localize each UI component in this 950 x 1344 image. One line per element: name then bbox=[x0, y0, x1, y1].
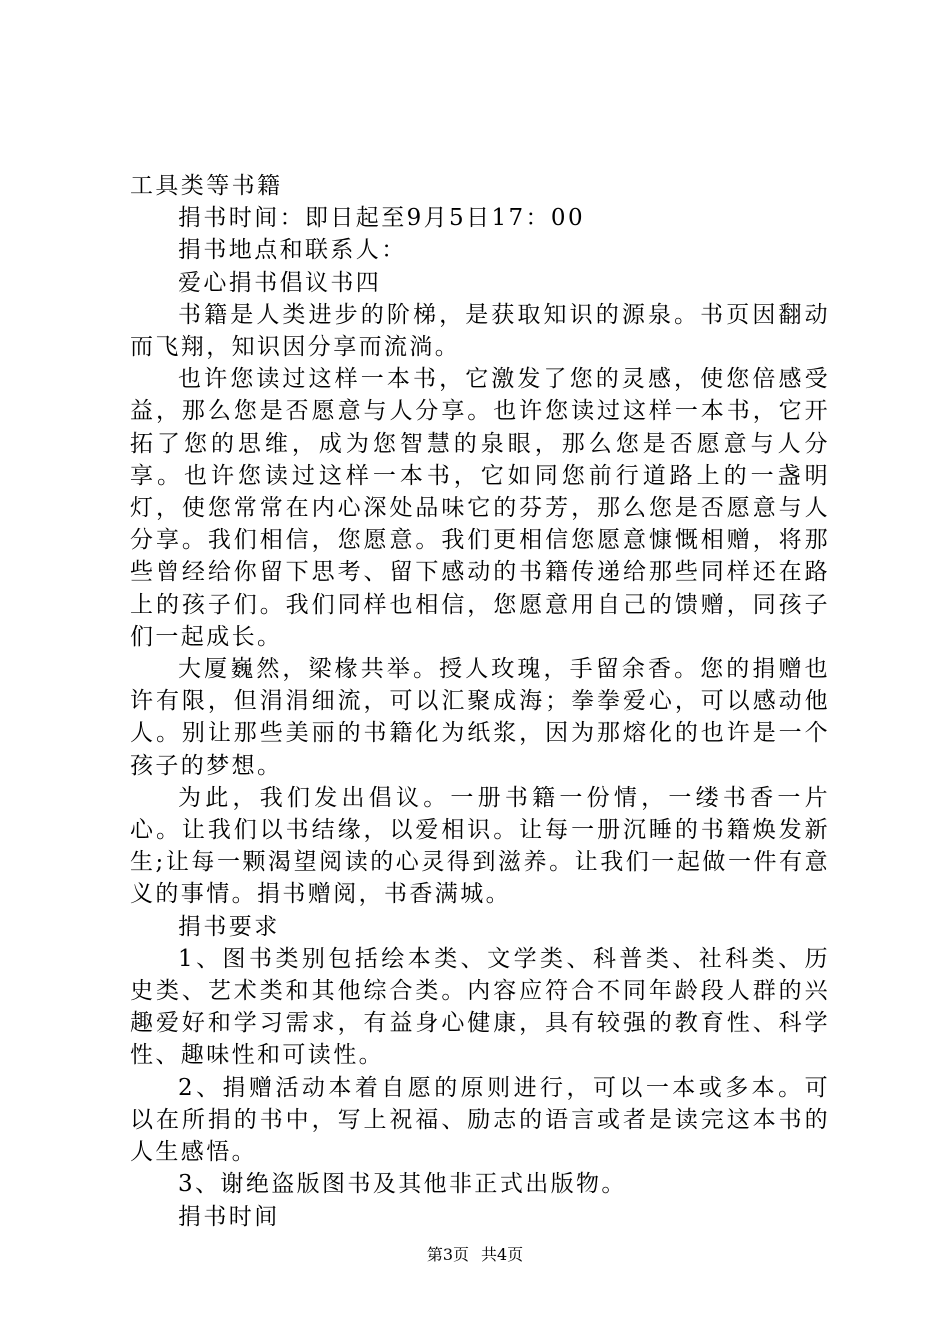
paragraph-8: 捐书要求 bbox=[178, 913, 280, 940]
paragraph-3: 爱心捐书倡议书四 bbox=[178, 269, 382, 296]
paragraph-6: 大厦巍然，梁椽共举。授人玫瑰，手留余香。您的捐赠也许有限，但涓涓细流，可以汇聚成海；拳拳爱心，可以感动他人。别让那些美丽的书籍化为纸浆，因为那熔化的也许是一个孩子的梦想。 bbox=[130, 656, 830, 779]
paragraph-2: 捐书地点和联系人： bbox=[178, 237, 407, 264]
paragraph-7: 为此，我们发出倡议。一册书籍一份情，一缕书香一片心。让我们以书结缘，以爱相识。让每一册沉睡的书籍焕发新生;让每一颗渴望阅读的心灵得到滋养。让我们一起做一件有意义的事情。捐书赠阅，书香满城。 bbox=[130, 784, 830, 908]
page-footer bbox=[0, 1245, 950, 1265]
paragraph-5: 也许您读过这样一本书，它激发了您的灵感，使您倍感受益，那么您是否愿意与人分享。也许您读过这样一本书，它开拓了您的思维，成为您智慧的泉眼，那么您是否愿意与人分享。也许您读过这样一本书，它如同您前行道路上的一盏明灯，使您常常在内心深处品味它的芬芳，那么您是否愿意与人分享。我们相信，您愿意。我们更相信您愿意慷慨相赠，将那些曾经给你留下思考、留下感动的书籍传递给那些同样还在路上的孩子们。我们同样也相信，您愿意用自己的馈赠，同孩子们一起成长。 bbox=[130, 366, 830, 650]
paragraph-10: 2、捐赠活动本着自愿的原则进行，可以一本或多本。可以在所捐的书中，写上祝福、励志的语言或者是读完这本书的人生感悟。 bbox=[130, 1074, 830, 1166]
page-number: 第3页 bbox=[426, 1245, 469, 1264]
paragraph-1: 捐书时间：即日起至9月5日17：00 bbox=[178, 205, 585, 232]
page-total: 共4页 bbox=[481, 1245, 524, 1264]
paragraph-12: 捐书时间 bbox=[178, 1203, 280, 1230]
paragraph-9: 1、图书类别包括绘本类、文学类、科普类、社科类、历史类、艺术类和其他综合类。内容应符合不同年龄段人群的兴趣爱好和学习需求，有益身心健康，具有较强的教育性、科学性、趣味性和可读性。 bbox=[130, 945, 830, 1069]
paragraph-11: 3、谢绝盗版图书及其他非正式出版物。 bbox=[178, 1171, 627, 1198]
paragraph-0: 工具类等书籍 bbox=[130, 173, 283, 199]
paragraph-4: 书籍是人类进步的阶梯，是获取知识的源泉。书页因翻动而飞翔，知识因分享而流淌。 bbox=[130, 301, 830, 361]
document-body bbox=[130, 170, 830, 1233]
